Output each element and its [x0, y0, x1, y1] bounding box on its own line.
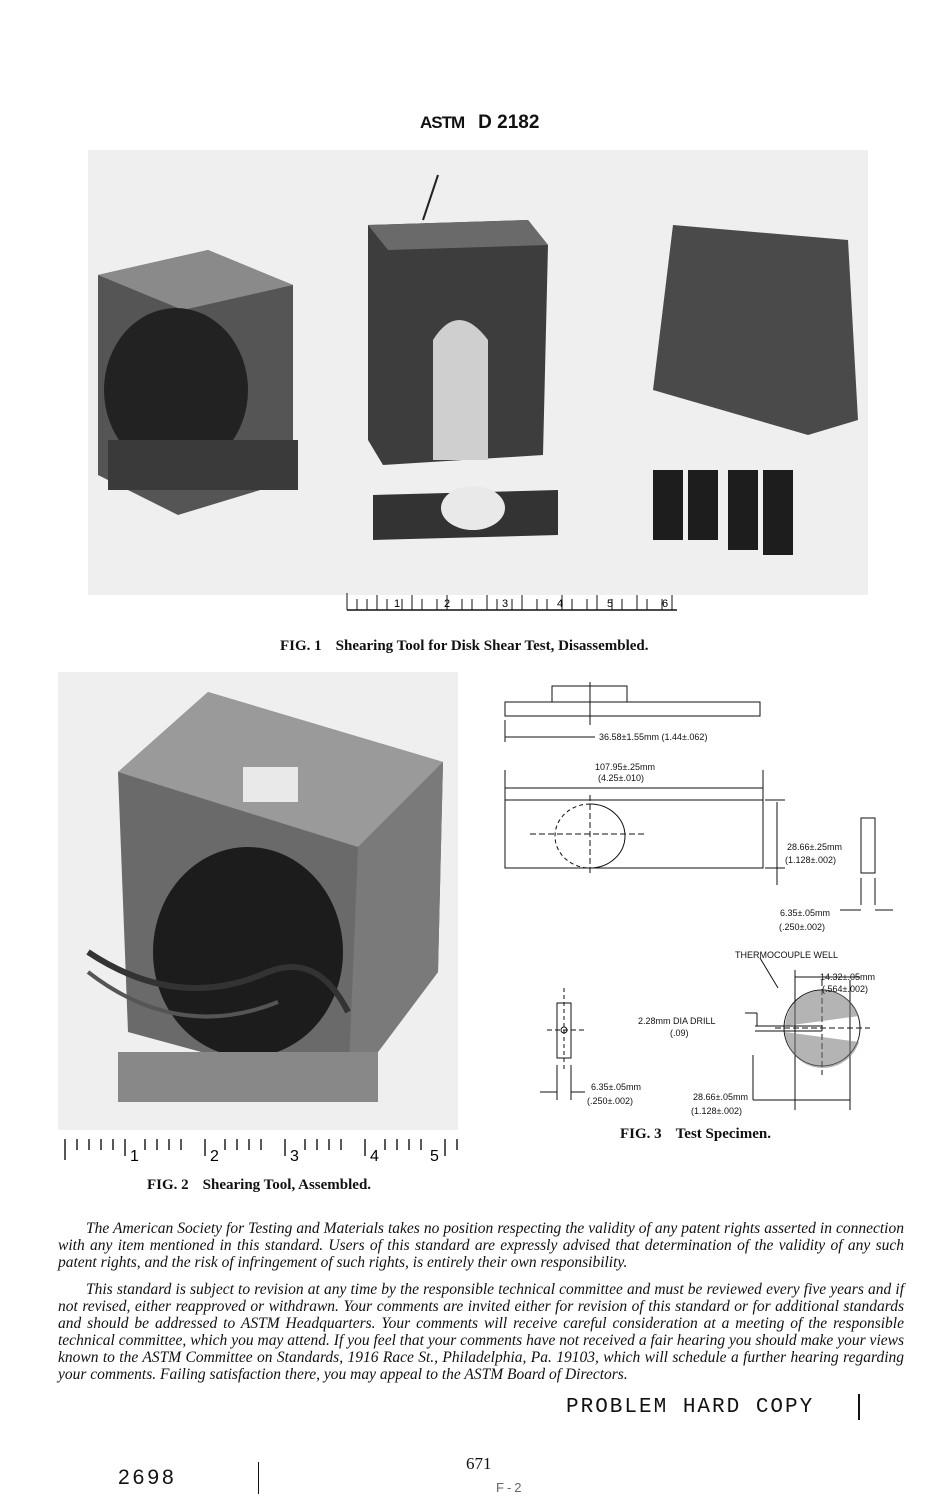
fig3-caption	[620, 1126, 771, 1143]
fig3-number: FIG. 3	[620, 1126, 662, 1142]
fig2-caption	[147, 1177, 371, 1194]
ruler1-tick-6: 6	[662, 598, 669, 610]
standard-designation: D 2182	[478, 112, 540, 133]
ruler1-tick-4: 4	[557, 598, 564, 610]
drill-in: (.09)	[670, 1028, 689, 1038]
dim-thick2-mm: 6.35±.05mm	[591, 1082, 641, 1092]
ruler1-tick-5: 5	[607, 598, 614, 610]
dim-disk-in: (.564±.002)	[822, 984, 868, 994]
patent-notice: The American Society for Testing and Materials takes no position respecting the validity of any patent rights asserted in connection with any item mentioned in this standard. Users of this standard are expressly advised that determination of the validity of any such patent rights, and the risk of infringement of such rights, is entirely their own responsibility.	[58, 1220, 904, 1271]
dim-thick-mm: 6.35±.05mm	[780, 908, 830, 918]
problem-hard-copy-stamp	[566, 1396, 814, 1419]
dim-length-in: (4.25±.010)	[598, 773, 644, 783]
thermocouple-label: THERMOCOUPLE WELL	[735, 950, 839, 960]
fig1-photo	[88, 150, 868, 595]
fig1-photo-drawing	[88, 150, 868, 595]
dim-thick2-in: (.250±.002)	[587, 1096, 633, 1106]
notice-text	[58, 1220, 904, 1393]
fig2-title: Shearing Tool, Assembled.	[202, 1177, 372, 1193]
dim-disk-mm: 14.32±.05mm	[820, 972, 875, 982]
ruler-fig1-ticks	[342, 585, 682, 613]
ruler2-tick-3: 3	[290, 1148, 299, 1165]
sub-mark: F-2	[496, 1480, 525, 1495]
ruler-fig1	[342, 585, 682, 613]
dim-width2-mm: 28.66±.05mm	[693, 1092, 748, 1102]
fig1-number: FIG. 1	[280, 638, 322, 654]
ruler-fig2-ticks	[60, 1134, 465, 1166]
drill-mm: 2.28mm DIA DRILL	[638, 1016, 716, 1026]
dim-thickness-width: 36.58±1.55mm (1.44±.062)	[599, 732, 708, 742]
handwritten-number: 2698	[118, 1466, 177, 1489]
ruler1-tick-3: 3	[502, 598, 509, 610]
ruler1-tick-2: 2	[444, 598, 451, 610]
fig2-photo	[58, 672, 458, 1130]
revision-notice: This standard is subject to revision at any time by the responsible technical committee and must be reviewed every five years and if not revised, either reapproved or withdrawn. Your comments are invited either for revision of this standard or for additional standards and should be addressed to ASTM Headquarters. Your comments will receive careful consideration at a meeting of the responsible technical committee, which you may attend. If you feel that your comments have not received a fair hearing you should make your views known to the ASTM Committee on Standards, 1916 Race St., Philadelphia, Pa. 19103, which will schedule a further hearing regarding your comments. Failing satisfaction there, you may appeal to the ASTM Board of Directors.	[58, 1281, 904, 1383]
fig2-number: FIG. 2	[147, 1177, 189, 1193]
dim-length-mm: 107.95±.25mm	[595, 762, 655, 772]
dim-thick-in: (.250±.002)	[779, 922, 825, 932]
fig3-drawing	[495, 680, 915, 1120]
fig3-title: Test Specimen.	[675, 1126, 771, 1142]
fig1-title: Shearing Tool for Disk Shear Test, Disassembled.	[335, 638, 649, 654]
fig1-caption	[280, 638, 649, 655]
dim-width2-in: (1.128±.002)	[691, 1106, 742, 1116]
ruler2-tick-5: 5	[430, 1148, 439, 1165]
stamp-text: PROBLEM HARD COPY	[566, 1396, 815, 1419]
ruler-fig2	[60, 1134, 465, 1166]
stamp-bar	[858, 1394, 860, 1420]
ruler2-tick-2: 2	[210, 1148, 219, 1165]
dim-width-in: (1.128±.002)	[785, 855, 836, 865]
ruler2-tick-1: 1	[130, 1148, 139, 1165]
dim-width-mm: 28.66±.25mm	[787, 842, 842, 852]
page-number: 671	[466, 1454, 492, 1473]
fig3-specimen-diagram	[495, 680, 915, 1120]
fig2-photo-drawing	[58, 672, 458, 1130]
ruler2-tick-4: 4	[370, 1148, 379, 1165]
ruler1-tick-1: 1	[394, 598, 401, 610]
astm-logo: ASTM	[420, 113, 465, 132]
footer-divider	[258, 1462, 259, 1494]
page-header	[420, 112, 539, 134]
